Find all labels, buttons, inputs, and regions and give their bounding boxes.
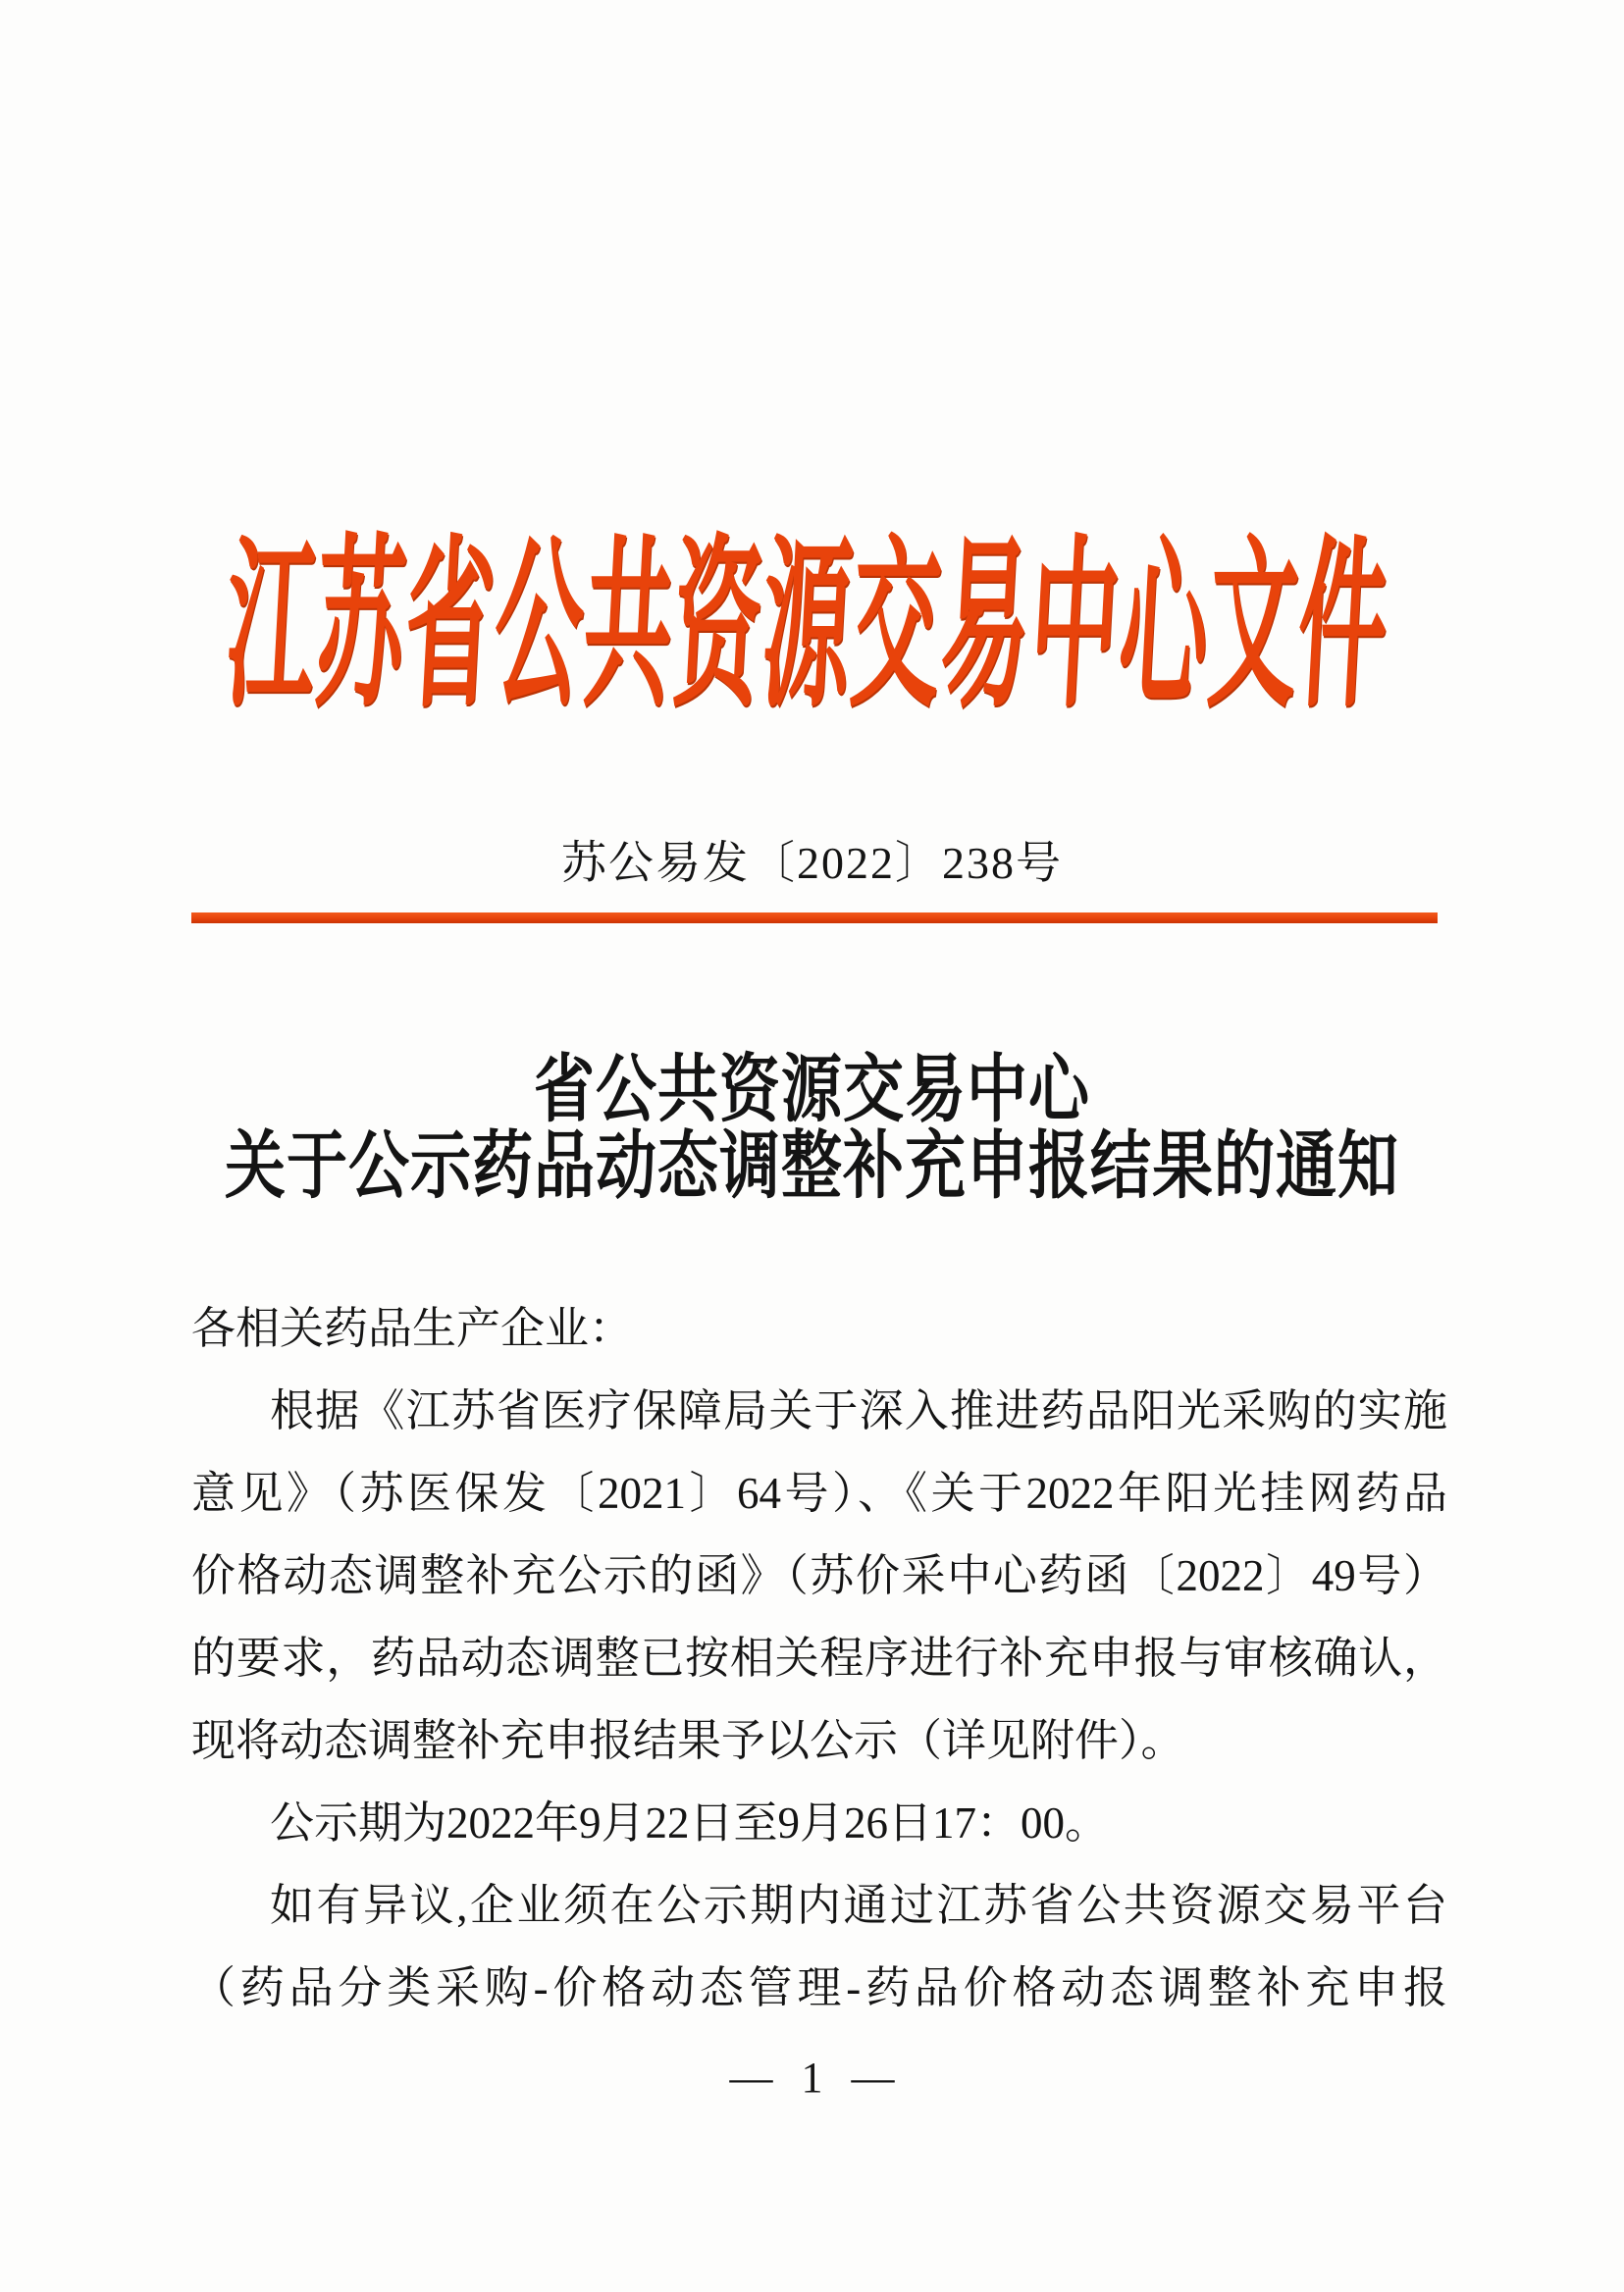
issuing-organization-title: 江苏省公共资源交易中心文件 — [221, 527, 1393, 730]
body-line: 的要求，药品动态调整已按相关程序进行补充申报与审核确认， — [191, 1634, 1447, 1683]
document-title-line2: 关于公示药品动态调整补充申报结果的通知 — [224, 1126, 1399, 1209]
body-line: 如有异议,企业须在公示期内通过江苏省公共资源交易平台 — [270, 1881, 1447, 1930]
salutation: 各相关药品生产企业： — [191, 1304, 634, 1353]
body-line: 根据《江苏省医疗保障局关于深入推进药品阳光采购的实施 — [270, 1386, 1447, 1435]
page-number: — 1 — — [729, 2054, 895, 2102]
body-line: （药品分类采购-价格动态管理-药品价格动态调整补充申报 — [191, 1963, 1447, 2012]
body-line: 现将动态调整补充申报结果予以公示（详见附件）。 — [191, 1716, 1185, 1765]
body-line: 价格动态调整补充公示的函》（苏价采中心药函〔2022〕49号） — [191, 1551, 1447, 1600]
red-letterhead-banner — [0, 527, 1624, 730]
body-line: 意见》（苏医保发〔2021〕64号）、《关于2022年阳光挂网药品 — [191, 1469, 1447, 1518]
document-reference-number: 苏公易发〔2022〕238号 — [561, 838, 1063, 888]
red-divider-line — [191, 912, 1438, 923]
body-line: 公示期为2022年9月22日至9月26日17：00。 — [270, 1798, 1110, 1848]
document-title — [0, 1044, 1624, 1209]
document-title-line1: 省公共资源交易中心 — [533, 1050, 1090, 1132]
document-body — [191, 1287, 1447, 2029]
